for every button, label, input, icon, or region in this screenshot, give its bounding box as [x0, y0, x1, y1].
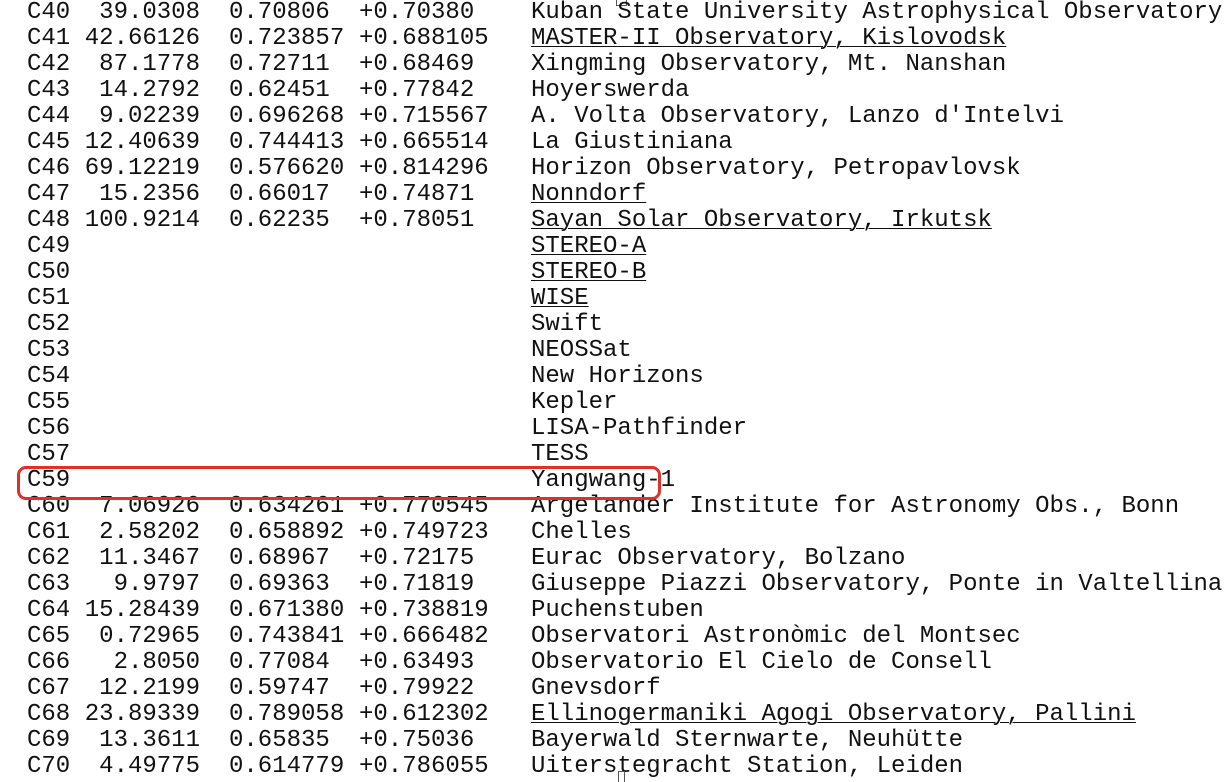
- parallax-cos-value: 0.723857: [229, 25, 345, 52]
- observatory-code: C57: [27, 441, 71, 468]
- observatory-name: NEOSSat: [531, 337, 632, 364]
- listing-row-c43: [27, 78, 1222, 104]
- parallax-cos-value: 0.62451: [229, 77, 330, 104]
- observatory-name: Gnevsdorf: [531, 675, 661, 702]
- observatory-name-cell: [531, 26, 1006, 52]
- observatory-code: C42: [27, 51, 71, 78]
- observatory-name: A. Volta Observatory, Lanzo d'Intelvi: [531, 103, 1064, 130]
- observatory-code-listing: [27, 0, 1222, 780]
- observatory-name: Puchenstuben: [531, 597, 704, 624]
- listing-row-c50: [27, 260, 1222, 286]
- parallax-sin-value: +0.738819: [359, 597, 489, 624]
- observatory-code: C46: [27, 155, 71, 182]
- observatory-name: Hoyerswerda: [531, 77, 690, 104]
- observatory-code: C60: [27, 493, 71, 520]
- longitude-value: 12.40639: [84, 129, 200, 156]
- listing-row-c57: [27, 442, 1222, 468]
- observatory-code: C41: [27, 25, 71, 52]
- observatory-code: C67: [27, 675, 71, 702]
- observatory-code: C62: [27, 545, 71, 572]
- longitude-value: 9.9797: [113, 571, 200, 598]
- observatory-code: C49: [27, 233, 71, 260]
- listing-row-c66: [27, 650, 1222, 676]
- observatory-name: LISA-Pathfinder: [531, 415, 748, 442]
- observatory-code: C68: [27, 701, 71, 728]
- longitude-value: 4.49775: [99, 753, 200, 780]
- observatory-code: C66: [27, 649, 71, 676]
- observatory-name-cell: [531, 260, 646, 286]
- observatory-code: C47: [27, 181, 71, 208]
- parallax-sin-value: +0.72175: [359, 545, 475, 572]
- observatory-name-cell: [531, 182, 646, 208]
- parallax-cos-value: 0.62235: [229, 207, 330, 234]
- observatory-name-link[interactable]: MASTER-II Observatory, Kislovodsk: [531, 25, 1007, 52]
- parallax-sin-value: +0.75036: [359, 727, 475, 754]
- listing-row-c56: [27, 416, 1222, 442]
- observatory-name: New Horizons: [531, 363, 704, 390]
- listing-row-c53: [27, 338, 1222, 364]
- longitude-value: 23.89339: [84, 701, 200, 728]
- observatory-name-link[interactable]: STEREO-B: [531, 259, 647, 286]
- observatory-code: C61: [27, 519, 71, 546]
- listing-row-c63: [27, 572, 1222, 598]
- observatory-code: C44: [27, 103, 71, 130]
- listing-row-c65: [27, 624, 1222, 650]
- parallax-sin-value: +0.71819: [359, 571, 475, 598]
- observatory-name: Observatori Astronòmic del Montsec: [531, 623, 1021, 650]
- parallax-sin-value: +0.79922: [359, 675, 475, 702]
- parallax-sin-value: +0.665514: [359, 129, 489, 156]
- observatory-code: C43: [27, 77, 71, 104]
- observatory-name: La Giustiniana: [531, 129, 733, 156]
- observatory-name: Giuseppe Piazzi Observatory, Ponte in Valtellina: [531, 571, 1223, 598]
- observatory-code: C51: [27, 285, 71, 312]
- longitude-value: 87.1778: [99, 51, 200, 78]
- parallax-sin-value: +0.68469: [359, 51, 475, 78]
- observatory-name-link[interactable]: Ellinogermaniki Agogi Observatory, Pallini: [531, 701, 1136, 728]
- observatory-code: C63: [27, 571, 71, 598]
- parallax-sin-value: +0.77842: [359, 77, 475, 104]
- observatory-name: Xingming Observatory, Mt. Nanshan: [531, 51, 1007, 78]
- parallax-cos-value: 0.789058: [229, 701, 345, 728]
- parallax-sin-value: +0.74871: [359, 181, 475, 208]
- observatory-name: Observatorio El Cielo de Consell: [531, 649, 992, 676]
- observatory-name: Chelles: [531, 519, 632, 546]
- observatory-code: C70: [27, 753, 71, 780]
- observatory-name-cell: [531, 234, 646, 260]
- observatory-name-link[interactable]: STEREO-A: [531, 233, 647, 260]
- observatory-code: C59: [27, 467, 71, 494]
- observatory-name-link[interactable]: WISE: [531, 285, 589, 312]
- parallax-cos-value: 0.66017: [229, 181, 330, 208]
- parallax-cos-value: 0.658892: [229, 519, 345, 546]
- listing-row-c42: [27, 52, 1222, 78]
- listing-row-c64: [27, 598, 1222, 624]
- listing-row-c46: [27, 156, 1222, 182]
- observatory-name-cell: [531, 286, 589, 312]
- longitude-value: 13.3611: [99, 727, 200, 754]
- listing-row-c51: [27, 286, 1222, 312]
- parallax-sin-value: +0.715567: [359, 103, 489, 130]
- longitude-value: 15.2356: [99, 181, 200, 208]
- observatory-name: Argelander Institute for Astronomy Obs., Bonn: [531, 493, 1180, 520]
- parallax-cos-value: 0.671380: [229, 597, 345, 624]
- parallax-sin-value: +0.749723: [359, 519, 489, 546]
- longitude-value: 15.28439: [84, 597, 200, 624]
- longitude-value: 0.72965: [99, 623, 200, 650]
- observatory-name-cell: [531, 208, 992, 234]
- longitude-value: 69.12219: [84, 155, 200, 182]
- parallax-cos-value: 0.634261: [229, 493, 345, 520]
- listing-row-c40: [27, 0, 1222, 26]
- parallax-sin-value: +0.63493: [359, 649, 475, 676]
- parallax-sin-value: +0.612302: [359, 701, 489, 728]
- observatory-name-link[interactable]: Nonndorf: [531, 181, 647, 208]
- longitude-value: 100.9214: [84, 207, 200, 234]
- longitude-value: 2.58202: [99, 519, 200, 546]
- listing-row-c60: [27, 494, 1222, 520]
- observatory-name: Horizon Observatory, Petropavlovsk: [531, 155, 1021, 182]
- parallax-cos-value: 0.743841: [229, 623, 345, 650]
- observatory-name: Swift: [531, 311, 604, 338]
- observatory-name: Kuban State University Astrophysical Observatory: [531, 0, 1223, 26]
- observatory-name: Eurac Observatory, Bolzano: [531, 545, 906, 572]
- listing-row-c67: [27, 676, 1222, 702]
- longitude-value: 9.02239: [99, 103, 200, 130]
- observatory-name-link[interactable]: Sayan Solar Observatory, Irkutsk: [531, 207, 992, 234]
- observatory-code: C64: [27, 597, 71, 624]
- observatory-code: C69: [27, 727, 71, 754]
- listing-row-c59: [27, 468, 1222, 494]
- parallax-sin-value: +0.688105: [359, 25, 489, 52]
- observatory-code: C56: [27, 415, 71, 442]
- listing-row-c61: [27, 520, 1222, 546]
- listing-row-c55: [27, 390, 1222, 416]
- longitude-value: 11.3467: [99, 545, 200, 572]
- observatory-code: C54: [27, 363, 71, 390]
- longitude-value: 14.2792: [99, 77, 200, 104]
- parallax-cos-value: 0.576620: [229, 155, 345, 182]
- parallax-sin-value: +0.814296: [359, 155, 489, 182]
- parallax-sin-value: +0.78051: [359, 207, 475, 234]
- parallax-sin-value: +0.770545: [359, 493, 489, 520]
- parallax-cos-value: 0.77084: [229, 649, 330, 676]
- observatory-code: C48: [27, 207, 71, 234]
- parallax-cos-value: 0.70806: [229, 0, 330, 26]
- observatory-code: C40: [27, 0, 71, 26]
- listing-row-c69: [27, 728, 1222, 754]
- observatory-code: C53: [27, 337, 71, 364]
- observatory-name-cell: [531, 702, 1136, 728]
- observatory-code: C52: [27, 311, 71, 338]
- listing-row-c62: [27, 546, 1222, 572]
- observatory-name: Bayerwald Sternwarte, Neuhütte: [531, 727, 964, 754]
- listing-row-c47: [27, 182, 1222, 208]
- observatory-code: C50: [27, 259, 71, 286]
- longitude-value: 2.8050: [113, 649, 200, 676]
- longitude-value: 39.0308: [99, 0, 200, 26]
- listing-row-c44: [27, 104, 1222, 130]
- observatory-name: Yangwang-1: [531, 467, 676, 494]
- observatory-name: TESS: [531, 441, 589, 468]
- listing-row-c48: [27, 208, 1222, 234]
- parallax-sin-value: +0.786055: [359, 753, 489, 780]
- parallax-sin-value: +0.70380: [359, 0, 475, 26]
- listing-row-c41: [27, 26, 1222, 52]
- observatory-code: C55: [27, 389, 71, 416]
- parallax-cos-value: 0.68967: [229, 545, 330, 572]
- observatory-name: Uiterstegracht Station, Leiden: [531, 753, 964, 780]
- parallax-cos-value: 0.59747: [229, 675, 330, 702]
- observatory-code: C65: [27, 623, 71, 650]
- observatory-name: Kepler: [531, 389, 618, 416]
- longitude-value: 7.06926: [99, 493, 200, 520]
- listing-row-c45: [27, 130, 1222, 156]
- listing-row-c68: [27, 702, 1222, 728]
- parallax-cos-value: 0.696268: [229, 103, 345, 130]
- parallax-cos-value: 0.72711: [229, 51, 330, 78]
- listing-row-c52: [27, 312, 1222, 338]
- parallax-sin-value: +0.666482: [359, 623, 489, 650]
- parallax-cos-value: 0.69363: [229, 571, 330, 598]
- observatory-code: C45: [27, 129, 71, 156]
- text-cursor-mark-bottom: [618, 771, 625, 782]
- longitude-value: 42.66126: [84, 25, 200, 52]
- listing-row-c49: [27, 234, 1222, 260]
- longitude-value: 12.2199: [99, 675, 200, 702]
- listing-row-c54: [27, 364, 1222, 390]
- parallax-cos-value: 0.614779: [229, 753, 345, 780]
- parallax-cos-value: 0.65835: [229, 727, 330, 754]
- parallax-cos-value: 0.744413: [229, 129, 345, 156]
